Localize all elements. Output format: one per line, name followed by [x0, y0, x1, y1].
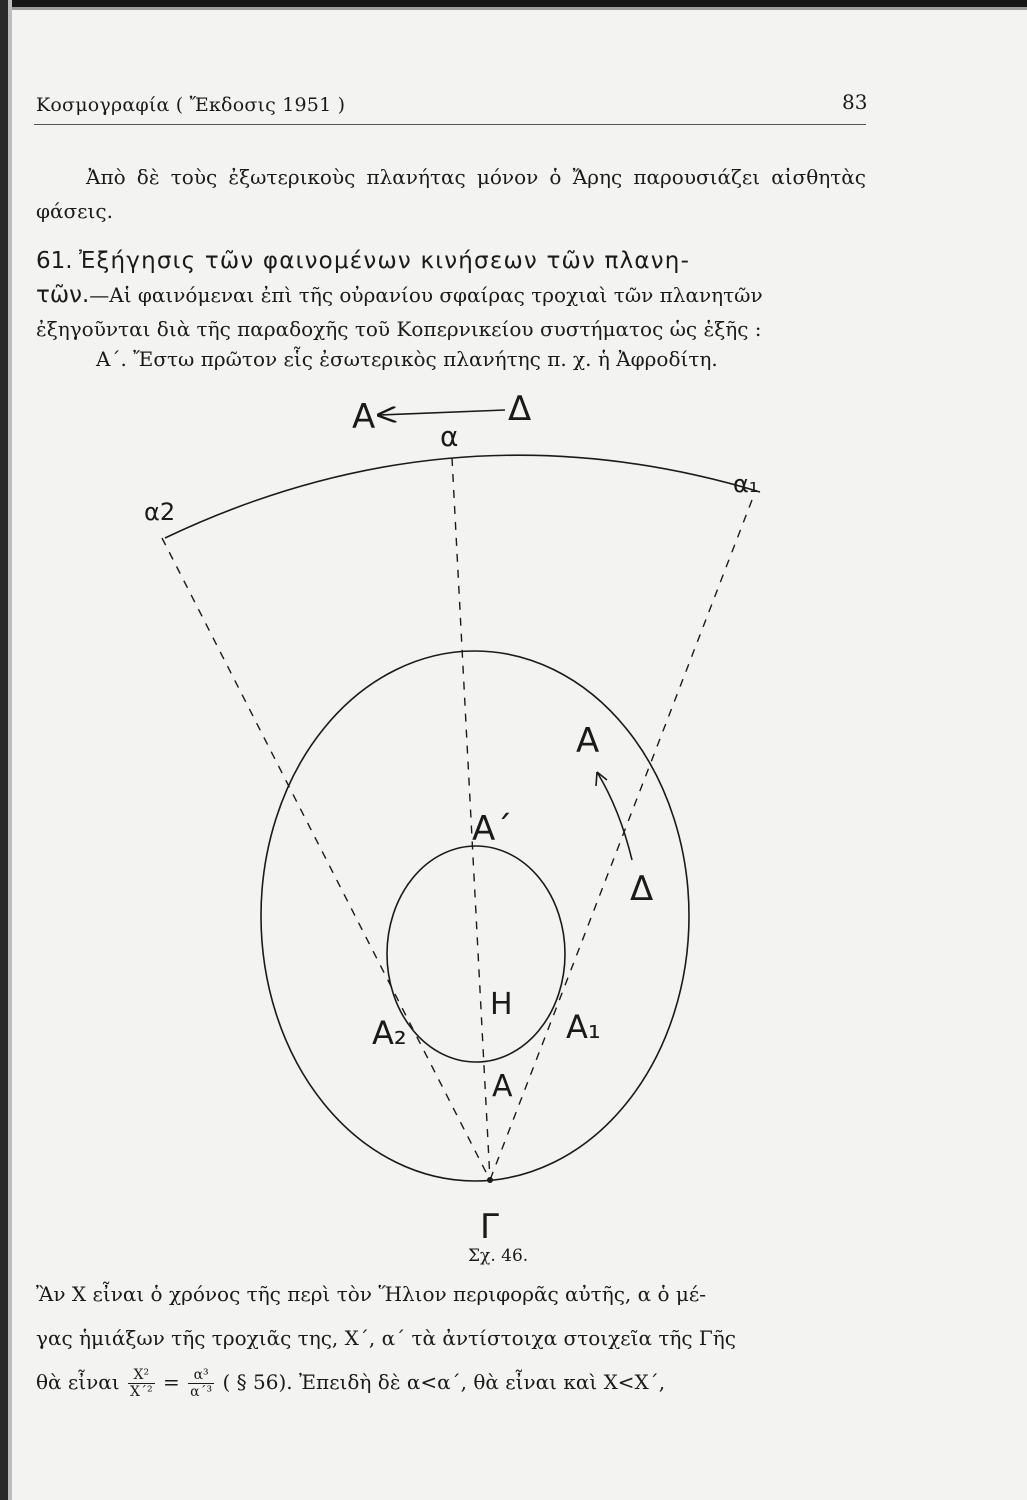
label-a-inner: Α — [492, 1069, 513, 1104]
label-alpha1: α₁ — [733, 470, 759, 498]
label-alpha: α — [440, 420, 459, 453]
label-a-outer: Α — [576, 721, 600, 761]
paragraph-case-a: Α΄. Ἔστω πρῶτον εἷς ἐσωτερικὸς πλανήτης π. χ. ἡ Ἀφροδίτη. — [96, 347, 718, 371]
fraction-a-num: α³ — [188, 1367, 214, 1384]
figure-caption: Σχ. 46. — [468, 1246, 529, 1266]
top-arrow — [380, 410, 505, 415]
label-h: Η — [490, 987, 513, 1022]
label-d-outer: Δ — [630, 869, 654, 909]
earth-orbit — [261, 651, 689, 1181]
page-number: 83 — [842, 90, 868, 114]
paragraph-outer-planets: Ἀπὸ δὲ τοὺς ἐξωτερικοὺς πλανήτας μόνον ὁ Ἄρης παρουσιάζει αἰσθητὰς φάσεις. — [36, 165, 866, 223]
fraction-x-den: Χ΄² — [129, 1384, 153, 1400]
equals-sign: = — [162, 1370, 180, 1394]
motion-arrow — [597, 772, 632, 860]
kepler-line-2: γας ἡμιάξων τῆς τροχιᾶς της, Χ΄, α΄ τὰ ἀντίστοιχα στοιχεῖα τῆς Γῆς — [36, 1326, 736, 1350]
sight-lines — [162, 458, 752, 1180]
celestial-arc — [165, 455, 760, 538]
section-body: —Αἱ φαινόμεναι ἐπὶ τῆς οὐρανίου σφαίρας τροχιαὶ τῶν πλανητῶν ἐξηγοῦνται διὰ τῆς παραδοχῆς τοῦ Κοπερνικείου συστήματος ὡς ἑξῆς : — [36, 283, 763, 341]
fraction-a-den: α΄³ — [190, 1384, 213, 1400]
fraction-x — [128, 1367, 155, 1400]
point-gamma — [487, 1177, 493, 1183]
kepler-line-3-start: θὰ εἶναι — [36, 1370, 120, 1394]
label-gamma: Γ — [480, 1207, 499, 1247]
fraction-a — [188, 1367, 214, 1400]
kepler-line-3-end: ( § 56). Ἐπειδὴ δὲ α<α΄, θὰ εἶναι καὶ Χ<Χ΄, — [222, 1370, 666, 1394]
label-top-a: Α — [352, 397, 376, 437]
kepler-line-3 — [36, 1360, 866, 1404]
label-top-d: Δ — [508, 389, 532, 429]
running-header: Κοσμογραφία ( Ἔκδοσις 1951 ) — [36, 94, 346, 116]
kepler-line-1: Ἂν Χ εἶναι ὁ χρόνος τῆς περὶ τὸν Ἥλιον περιφορᾶς αὐτῆς, α ὁ μέ- — [36, 1282, 707, 1306]
section-title: Ἐξήγησις τῶν φαινομένων κινήσεων τῶν πλανη- — [78, 248, 691, 274]
section-title-continued: τῶν. — [36, 282, 90, 308]
section-number: 61. — [36, 248, 73, 274]
label-a-prime: Α΄ — [472, 809, 513, 849]
paragraph-kepler — [36, 1272, 866, 1404]
label-a1: Α₁ — [566, 1008, 601, 1046]
inner-planet-orbit — [387, 846, 565, 1062]
fraction-x-num: Χ² — [128, 1367, 155, 1384]
label-a2: Α₂ — [372, 1014, 407, 1052]
label-alpha2: α2 — [144, 498, 176, 526]
